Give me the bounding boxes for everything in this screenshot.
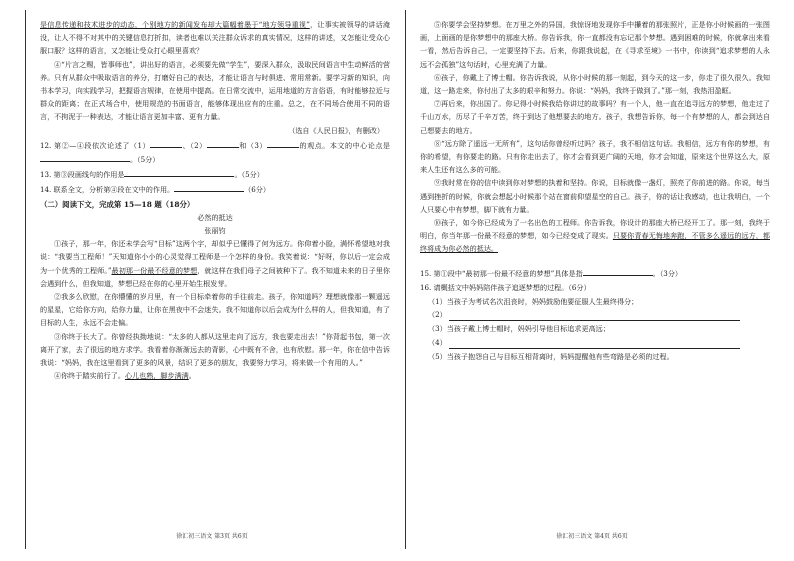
- article-title: 必然的抵达: [197, 212, 233, 222]
- source-citation: （选自《人民日报》，有删改）: [288, 125, 384, 135]
- article-para-5: ⑤你要学会坚持梦想。在万里之外的异国，我惊讶地发现你手中攥着的那张照片，正是你小时候画的一张图画，上面画的是你梦想中的那座大桥。你告诉我，你一直都没有忘记那个梦想。遇到困难的时候，你就拿出来看一看，然后告诉自己，一定要坚持下去。后来，你跟我说起，在《寻求至境》一书中，你读到“追求梦想的人永远不会孤独”这句话时，心里充满了力量。: [420, 20, 771, 69]
- q16-item-2: （2）: [420, 308, 770, 321]
- left-page: [40, 18, 390, 538]
- article-para-3: ③你终于长大了。你曾经执拗地说：“太多的人都从这里走向了远方，我也要走出去！”你背起书包，第一次离开了家，去了很远的地方求学。我看着你渐渐远去的背影，心中既有不舍，也有欣慰。那一年，你在信中告诉我说：“妈妈，我在这里看到了更多的风景，结识了更多的朋友，我要努力学习，将来做一个有用的人。”: [40, 331, 391, 368]
- article-para-2: ②我多么欣慰，在你懵懂的岁月里，有一个目标牵着你的手往前走。孩子，你知道吗？理想就像那一颗遥远的星星，它给你方向，给你力量，让你在黑夜中不会迷失。我不知道你以后会成为什么样的人，但我知道，有了目标的人生，永远不会走偏。: [40, 292, 391, 328]
- question-15: 15. 第①段中“最初那一份最不经意的梦想”具体是指 。（3分）: [420, 266, 770, 280]
- q13-blank[interactable]: [124, 167, 234, 177]
- right-page-footer: 徐汇初三语文 第4页 共6页: [556, 533, 628, 540]
- q12-blank-2[interactable]: [207, 138, 239, 148]
- article-para-10: ⑩孩子，如今你已经成为了一名出色的工程师。你告诉我，你设计的那座大桥已经开工了。那一刻，我终于明白，你当年那一份最不经意的梦想，如今已经变成了现实。只要你青春无悔地奔跑，不管多么遥远的远方，都终将成为你必然的抵达。: [420, 218, 771, 254]
- section-2-heading: （二）阅读下文，完成第 15—18 题（18分）: [40, 199, 195, 209]
- question-12: 12. 第②—④段依次论述了（1） 、（2） 和（3） 的观点。本文的中心论点是。（5分）: [40, 138, 390, 166]
- q16-item-5: （5）当孩子抱怨自己与目标互相背离时，妈妈提醒他有些弯路是必须的过程。: [428, 351, 674, 361]
- article-para-6: ⑥孩子，你戴上了博士帽。你告诉我说，从你小时候的那一刻起，到今天的这一步，你走了很久很久。我知道，这一路走来，你付出了太多的艰辛和努力。你说：“妈妈，我终于做到了。”那一刻，我热泪盈眶。: [420, 72, 771, 96]
- article-para-9: ⑨我时常在你的信中读到你对梦想的执着和坚持。你说，目标就像一盏灯，照亮了你前进的路。你说，每当遇到挫折的时候，你就会想起小时候那个站在窗前仰望星空的自己。孩子，你的话让我感动，也让我明白，一个人只要心中有梦想，脚下就有力量。: [420, 178, 771, 214]
- article-author: 张丽钧: [204, 226, 226, 236]
- q15-blank[interactable]: [583, 266, 653, 276]
- q16-item-2-blank[interactable]: [449, 310, 740, 321]
- article-para-1: ①孩子，那一年，你还未学会写“目标”这两个字，却似乎已懂得了何为远方。你仰着小脸，满怀希望地对我说：“我要当工程师！”天知道你小小的心灵觉得工程师是一个怎样的身份。我笑着说：“好呀，你以后一定会成为一个优秀的工程师。”最初那一份最不经意的梦想，就这样在我们母子之间被种下了。我不知道未来的日子里你会遇到什么，但我知道，梦想已经在你的心里开始生根发芽。: [40, 239, 391, 288]
- right-page: [420, 18, 770, 538]
- q12-blank-4[interactable]: [40, 152, 130, 162]
- article-para-8: ⑧“远方除了遥远一无所有”，这句话你曾经听过吗？孩子，我不相信这句话。我相信，远方有你的梦想，有你的希望，有你要走的路。只有你走出去了，你才会看到更广阔的天地，你才会知道，原来这个世界这么大，原来人生还有这么多的可能。: [420, 138, 771, 175]
- opening-paragraph: 是信息传递和技术进步的动态，个别地方的新闻发布却大篇幅着墨于“地方领导重视”，让事实被领导的讲话淹没，让人不得不对其中的关键信息打折扣，读者也难以关注群众诉求的真实情况，这样的讲述，又怎能让受众心服口服？这样的语言，又怎能让受众打心眼里喜欢？: [40, 20, 390, 56]
- left-page-footer: 徐汇初三语文 第3页 共6页: [176, 533, 248, 540]
- left-margin-rule: [25, 10, 26, 549]
- q16-item-4-blank[interactable]: [449, 338, 740, 349]
- q14-blank[interactable]: [174, 182, 244, 192]
- article-para-4: ④你终于踏实前行了。心儿也熟，脚步满满。: [54, 371, 196, 381]
- q16-item-1: （1）当孩子为考试名次沮丧时，妈妈鼓励他要征服人生最终得分；: [428, 297, 639, 307]
- q16-item-3: （3）当孩子戴上博士帽时，妈妈引导他目标追求更高远；: [428, 324, 610, 334]
- right-margin-rule: [405, 10, 406, 549]
- question-14: 14. 联系全文，分析第④段在文中的作用。 （6分）: [40, 182, 390, 196]
- q12-blank-3[interactable]: [267, 138, 299, 148]
- question-16: 16. 请概括文中妈妈陪伴孩子追逐梦想的过程。（6分）: [420, 282, 591, 292]
- q12-blank-1[interactable]: [150, 138, 182, 148]
- paragraph-4: ④“片言之赐，皆事师也”，讲出好的语言，必须要先做“学生”，要深入群众，汲取民间语言中生动鲜活的营养。只有从群众中吸取语言的养分，打磨好自己的表达，才能让语言与时俱进、常用常新。要学习新的知识，向书本学习，向实践学习，把握语言规律，在使用中提高。在日常交流中，运用地道的方言俗语，有时能够拉近与群众的距离；在正式场合中，使用规范的书面语言，能够体现出应有的庄重。总之，在不同场合使用不同的语言，不拘泥于一种表达，才能让语言更加丰富、更有力量。: [40, 59, 391, 122]
- q16-item-4: （4）: [420, 336, 770, 349]
- question-13: 13. 第③段画线句的作用是 。（5分）: [40, 167, 390, 181]
- article-para-7: ⑦再后来，你出国了。你记得小时候我给你讲过的故事吗？有一个人，他一直在追寻远方的梦想，他走过了千山万水，历尽了千辛万苦，终于到达了他想要去的地方。孩子，我想告诉你，每一个有梦想的人，都会到达自己想要去的地方。: [420, 99, 771, 135]
